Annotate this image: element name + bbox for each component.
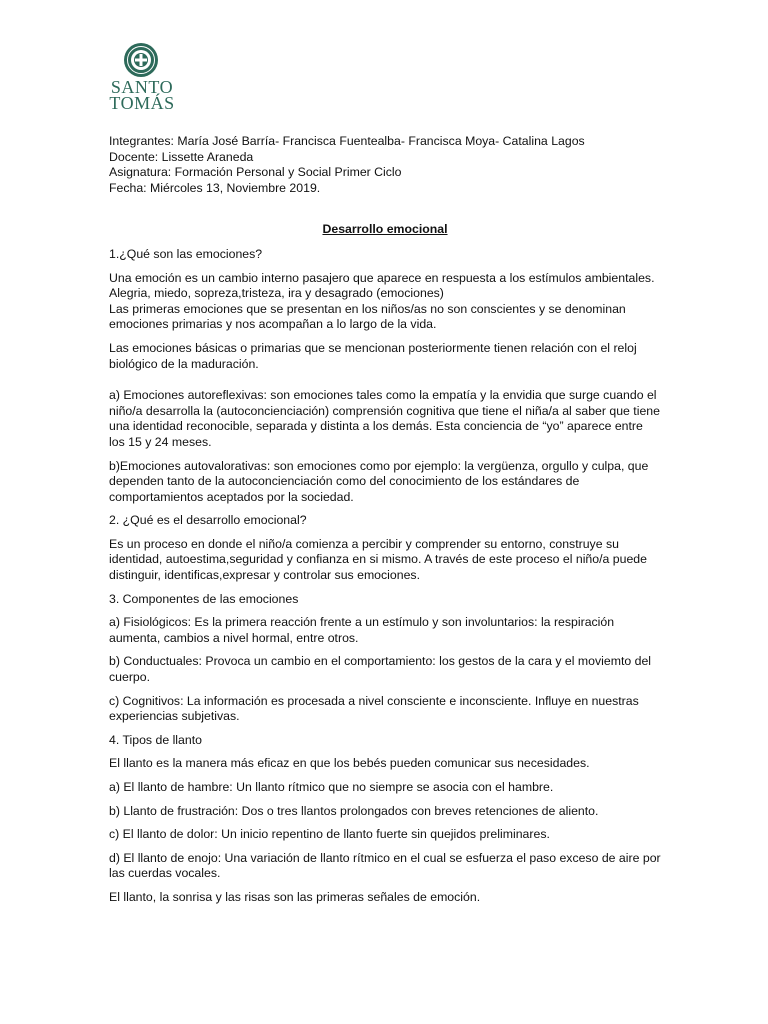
asignatura-line: Asignatura: Formación Personal y Social Primer Ciclo — [109, 165, 402, 180]
paragraph-llanto-intro: El llanto es la manera más eficaz en que los bebés pueden comunicar sus necesidades. — [109, 756, 590, 771]
emotions-list-line: Alegria, miedo, sopreza,tristeza, ira y desagrado (emociones) — [109, 286, 444, 301]
header-info — [109, 134, 661, 196]
paragraph-llanto-dolor: c) El llanto de dolor: Un inicio repentino de llanto fuerte sin quejidos preliminares. — [109, 827, 550, 842]
university-seal-icon — [123, 42, 159, 78]
definition-line: Una emoción es un cambio interno pasajero que aparece en respuesta a los estímulos ambientales. — [109, 270, 655, 285]
primary-emotions-line: Las primeras emociones que se presentan en los niños/as no son conscientes y se denominan emociones primarias y nos acompañan a lo largo de la vida. — [109, 301, 626, 332]
paragraph-fisiologicos: a) Fisiológicos: Es la primera reacción frente a un estímulo y son involuntarios: la respiración aumenta, cambios a nivel hormal, entre otros. — [109, 615, 615, 645]
paragraph-llanto-enojo: d) El llanto de enojo: Una variación de llanto rítmico en el cual se esfuerza el paso exceso de aire por las cuerdas vocales. — [109, 850, 661, 881]
logo-wordmark-line2: TOMÁS — [109, 93, 175, 113]
paragraph-emotion-definition — [109, 271, 661, 333]
paragraph-cognitivos: c) Cognitivos: La información es procesada a nivel consciente e inconsciente. Influye en nuestras experiencias subjetivas. — [109, 693, 639, 724]
fecha-line: Fecha: Miércoles 13, Noviembre 2019. — [109, 180, 321, 195]
question-1: 1.¿Qué son las emociones? — [109, 246, 263, 261]
santo-tomas-logo — [104, 40, 180, 112]
paragraph-autoreflexivas: a) Emociones autoreflexivas: son emociones tales como la empatía y la envidia que surge cuando el niño/a desarrolla la (autoconcienciación) comprensión cognitiva que tiene el niña/a al saber que tiene una identidad reconocible, separada y distinta a los demás. Esta conciencia de “yo” aparece entre los 15 y 24 meses. — [109, 388, 660, 449]
integrantes-line: Integrantes: María José Barría- Francisca Fuentealba- Francisca Moya- Catalina Lagos — [109, 134, 585, 148]
question-2: 2. ¿Qué es el desarrollo emocional? — [109, 513, 307, 528]
paragraph-closing: El llanto, la sonrisa y las risas son las primeras señales de emoción. — [109, 889, 481, 904]
docente-line: Docente: Lissette Araneda — [109, 149, 254, 164]
paragraph-llanto-hambre: a) El llanto de hambre: Un llanto rítmico que no siempre se asocia con el hambre. — [109, 780, 554, 794]
document-title: Desarrollo emocional — [322, 222, 448, 237]
paragraph-llanto-frustracion: b) Llanto de frustración: Dos o tres llantos prolongados con breves retenciones de aliento. — [109, 803, 599, 818]
paragraph-autovalorativas: b)Emociones autovalorativas: son emociones como por ejemplo: la vergüenza, orgullo y culpa, que dependen tanto de la autoconcienciación como del conocimiento de los estándares de comportamientos aceptados por la sociedad. — [109, 458, 649, 504]
document-content — [109, 134, 661, 914]
question-3: 3. Componentes de las emociones — [109, 591, 299, 606]
document-body — [109, 247, 661, 906]
paragraph-conductuales: b) Conductuales: Provoca un cambio en el comportamiento: los gestos de la cara y el moviemto del cuerpo. — [109, 654, 652, 685]
paragraph-basic-emotions: Las emociones básicas o primarias que se mencionan posteriormente tienen relación con el reloj biológico de la maduración. — [109, 340, 637, 371]
question-4: 4. Tipos de llanto — [109, 732, 202, 747]
paragraph-desarrollo: Es un proceso en donde el niño/a comienza a percibir y comprender su entorno, construye su identidad, autoestima,seguridad y confianza en si mismo. A través de este proceso el niño/a puede distinguir, identificas,expresar y controlar sus emociones. — [109, 536, 647, 583]
logo-wordmark-line1: SANTO — [110, 77, 174, 97]
